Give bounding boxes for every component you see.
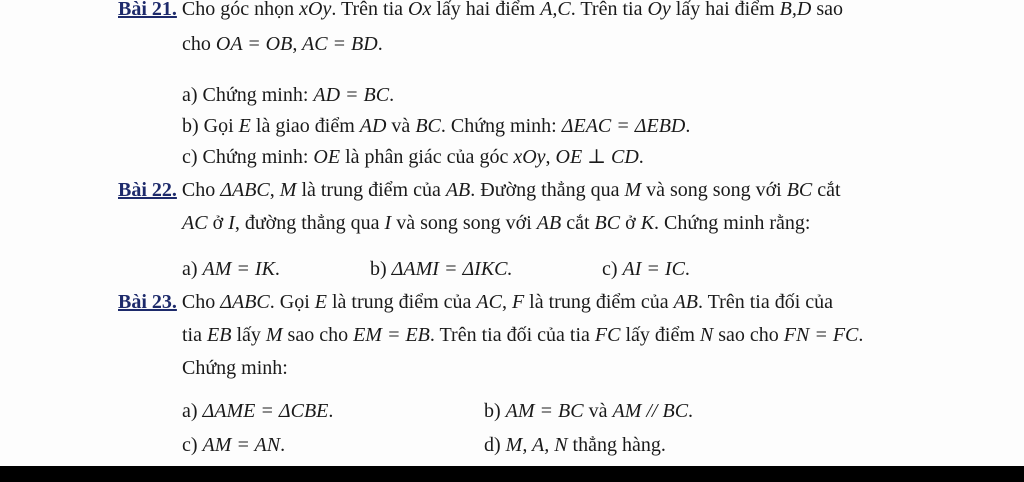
math: AB bbox=[536, 212, 562, 234]
math: FN = FC bbox=[783, 324, 859, 346]
math: M bbox=[279, 179, 297, 201]
text: lấy điểm bbox=[625, 324, 695, 346]
math: EM = EB bbox=[353, 324, 430, 346]
text: cho bbox=[182, 33, 211, 55]
text: . Đường thẳng qua bbox=[470, 179, 620, 201]
problem-23-label: Bài 23. bbox=[118, 291, 177, 313]
text: c) bbox=[182, 434, 198, 456]
text: a) bbox=[182, 258, 198, 280]
text: a) bbox=[182, 400, 198, 422]
math: xOy bbox=[513, 146, 546, 168]
math: AD = BC bbox=[313, 84, 390, 106]
text: Cho góc nhọn bbox=[181, 0, 295, 20]
problem-23-part-b bbox=[484, 399, 693, 423]
text: Chứng minh: bbox=[182, 357, 288, 379]
text: tia bbox=[182, 324, 202, 346]
text: và song song với bbox=[646, 179, 782, 201]
text: lấy hai điểm bbox=[675, 0, 775, 20]
text: là giao điểm bbox=[255, 115, 355, 137]
text: . bbox=[377, 33, 383, 55]
math: E bbox=[238, 115, 251, 137]
text: . bbox=[684, 258, 690, 280]
math: OE bbox=[313, 146, 341, 168]
problem-22-label: Bài 22. bbox=[118, 179, 177, 201]
text: . Trên tia bbox=[570, 0, 643, 20]
math: ΔEAC = ΔEBD bbox=[561, 115, 686, 137]
math: A,C bbox=[540, 0, 571, 20]
math: FC bbox=[594, 324, 621, 346]
problem-23-part-d bbox=[484, 433, 666, 457]
text: . Trên tia đối của bbox=[698, 291, 834, 313]
text: b) bbox=[484, 400, 501, 422]
problem-21-label: Bài 21. bbox=[118, 0, 177, 20]
math: AB bbox=[445, 179, 471, 201]
math: AM = IK bbox=[202, 258, 275, 280]
math: BC bbox=[594, 212, 621, 234]
problem-22-line-1 bbox=[118, 178, 841, 202]
math: K bbox=[640, 212, 655, 234]
math: ΔAMI = ΔIKC. bbox=[391, 258, 513, 280]
bottom-black-bar bbox=[0, 466, 1024, 482]
math: EB bbox=[207, 324, 232, 346]
math: AI = IC bbox=[622, 258, 685, 280]
math: AM = BC bbox=[505, 400, 584, 422]
text: . bbox=[858, 324, 864, 346]
math: ΔAME = ΔCBE bbox=[202, 400, 329, 422]
math: ΔABC bbox=[220, 179, 270, 201]
math: E bbox=[314, 291, 327, 313]
problem-22-part-a bbox=[182, 257, 280, 281]
text: . Chứng minh rằng: bbox=[654, 212, 811, 234]
text: , bbox=[545, 146, 551, 168]
text: là trung điểm của bbox=[529, 291, 669, 313]
problem-22-line-2 bbox=[182, 211, 810, 235]
text: . Chứng minh: bbox=[440, 115, 557, 137]
text: sao cho bbox=[287, 324, 349, 346]
text: b) Gọi bbox=[182, 115, 234, 137]
math: Oy bbox=[647, 0, 671, 20]
math: Ox bbox=[408, 0, 432, 20]
text: . Gọi bbox=[269, 291, 310, 313]
text: . bbox=[638, 146, 644, 168]
text: sao bbox=[816, 0, 843, 20]
text: Cho bbox=[181, 291, 216, 313]
text: a) Chứng minh: bbox=[182, 84, 309, 106]
problem-21-part-b bbox=[182, 114, 690, 138]
math: F bbox=[511, 291, 525, 313]
math: M bbox=[265, 324, 283, 346]
math: OA = OB, AC = BD bbox=[215, 33, 378, 55]
problem-22-part-c bbox=[602, 257, 690, 281]
text: sao cho bbox=[718, 324, 779, 346]
math: AB bbox=[673, 291, 699, 313]
math: xOy bbox=[299, 0, 332, 20]
math: AM = AN bbox=[202, 434, 281, 456]
problem-23-line-1 bbox=[118, 290, 833, 314]
math: I bbox=[228, 212, 235, 234]
text: , bbox=[269, 179, 275, 201]
text: là trung điểm của bbox=[331, 291, 472, 313]
problem-23-line-3 bbox=[182, 356, 288, 380]
text: . bbox=[688, 400, 694, 422]
text: và song song với bbox=[396, 212, 532, 234]
text: . Trên tia đối của tia bbox=[429, 324, 590, 346]
text: lấy bbox=[236, 324, 261, 346]
problem-23-line-2 bbox=[182, 323, 863, 347]
math: AC bbox=[476, 291, 502, 313]
math: I bbox=[384, 212, 392, 234]
problem-23-part-a bbox=[182, 399, 333, 423]
math: M bbox=[624, 179, 642, 201]
text: Cho bbox=[181, 179, 216, 201]
text: d) bbox=[484, 434, 501, 456]
math: N bbox=[699, 324, 714, 346]
text: . bbox=[389, 84, 395, 106]
math: AC bbox=[182, 212, 208, 234]
text: cắt bbox=[566, 212, 590, 234]
problem-23-part-c bbox=[182, 433, 285, 457]
text: . Trên tia bbox=[331, 0, 404, 20]
problem-21-line-2 bbox=[182, 32, 383, 56]
text: lấy hai điểm bbox=[436, 0, 536, 20]
text: . bbox=[685, 115, 691, 137]
text: . bbox=[280, 434, 286, 456]
text: và bbox=[588, 400, 608, 422]
problem-22-part-b bbox=[370, 257, 513, 281]
math: OE ⊥ CD bbox=[555, 146, 639, 168]
text: b) bbox=[370, 258, 387, 280]
text: . bbox=[328, 400, 334, 422]
text: c) bbox=[602, 258, 618, 280]
text: ở bbox=[212, 212, 224, 234]
math: ΔABC bbox=[220, 291, 270, 313]
math: B,D bbox=[779, 0, 812, 20]
math: BC bbox=[786, 179, 813, 201]
math: M, A, N bbox=[505, 434, 568, 456]
text: là phân giác của góc bbox=[345, 146, 509, 168]
text: cắt bbox=[817, 179, 841, 201]
text: là trung điểm của bbox=[301, 179, 441, 201]
text: thẳng hàng. bbox=[572, 434, 666, 456]
problem-21-part-c bbox=[182, 145, 644, 169]
text: ở bbox=[625, 212, 636, 234]
math: BC bbox=[415, 115, 441, 137]
math: AM // BC bbox=[612, 400, 689, 422]
text: . bbox=[274, 258, 280, 280]
text: , bbox=[501, 291, 507, 313]
text: và bbox=[391, 115, 411, 137]
text: , đường thẳng qua bbox=[234, 212, 380, 234]
problem-21-part-a bbox=[182, 83, 394, 107]
problem-21-line-1 bbox=[118, 0, 843, 21]
math: AD bbox=[359, 115, 387, 137]
text: c) Chứng minh: bbox=[182, 146, 309, 168]
